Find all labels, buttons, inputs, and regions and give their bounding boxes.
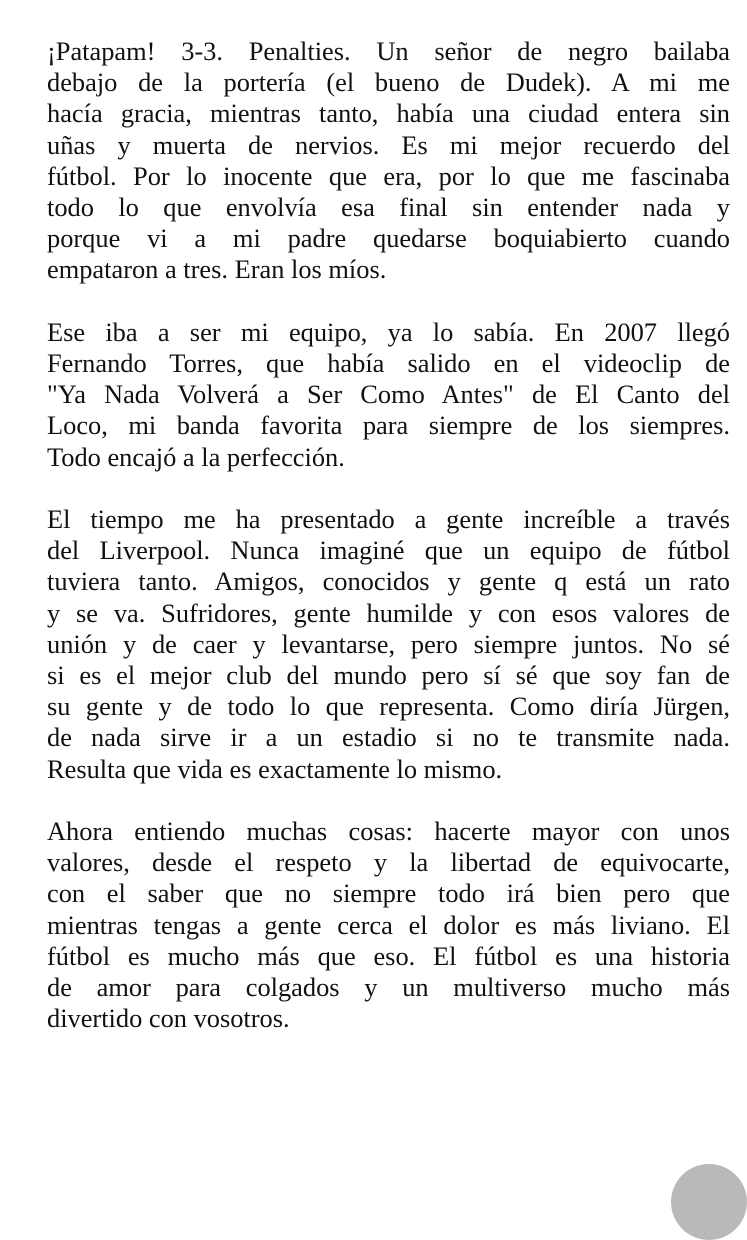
text-line: del Liverpool. Nunca imaginé que un equipo de fútbol (47, 535, 730, 566)
paragraph-4 (47, 816, 730, 1034)
paragraph-3 (47, 504, 730, 785)
text-line: valores, desde el respeto y la libertad de equivocarte, (47, 847, 730, 878)
text-line: El tiempo me ha presentado a gente increíble a través (47, 504, 730, 535)
text-line: mientras tengas a gente cerca el dolor es más liviano. El (47, 909, 730, 940)
text-line: con el saber que no siempre todo irá bien pero que (47, 878, 730, 909)
document-body (47, 36, 730, 1066)
paragraph-1 (47, 36, 730, 286)
text-line: si es el mejor club del mundo pero sí sé que soy fan de (47, 660, 730, 691)
text-line: ¡Patapam! 3-3. Penalties. Un señor de negro bailaba (47, 36, 730, 66)
text-line: tuviera tanto. Amigos, conocidos y gente q está un rato (47, 566, 730, 597)
text-line: empataron a tres. Eran los míos. (47, 254, 387, 285)
text-line: unión y de caer y levantarse, pero siempre juntos. No sé (47, 628, 730, 659)
text-line: uñas y muerta de nervios. Es mi mejor recuerdo del (47, 129, 730, 160)
text-line: fútbol. Por lo inocente que era, por lo que me fascinaba (47, 160, 730, 191)
text-line: Todo encajó a la perfección. (47, 441, 345, 472)
text-line: hacía gracia, mientras tanto, había una ciudad entera sin (47, 98, 730, 129)
paragraph-2 (47, 317, 730, 473)
text-line: de amor para colgados y un multiverso mucho más (47, 972, 730, 1003)
text-line: su gente y de todo lo que representa. Como diría Jürgen, (47, 691, 730, 722)
text-line: de nada sirve ir a un estadio si no te transmite nada. (47, 722, 730, 753)
text-line: Loco, mi banda favorita para siempre de los siempres. (47, 410, 730, 441)
text-line: Fernando Torres, que había salido en el videoclip de (47, 348, 730, 379)
text-line: debajo de la portería (el bueno de Dudek). A mi me (47, 67, 730, 98)
text-line: Ese iba a ser mi equipo, ya lo sabía. En 2007 llegó (47, 316, 730, 347)
scroll-indicator-icon[interactable] (671, 1164, 747, 1240)
text-line: Resulta que vida es exactamente lo mismo. (47, 753, 503, 784)
text-line: y se va. Sufridores, gente humilde y con esos valores de (47, 597, 730, 628)
text-line: porque vi a mi padre quedarse boquiabierto cuando (47, 223, 730, 254)
text-line: "Ya Nada Volverá a Ser Como Antes" de El Canto del (47, 379, 730, 410)
text-line: fútbol es mucho más que eso. El fútbol es una historia (47, 940, 730, 971)
text-line: todo lo que envolvía esa final sin entender nada y (47, 192, 730, 223)
text-line: divertido con vosotros. (47, 1003, 290, 1034)
text-line: Ahora entiendo muchas cosas: hacerte mayor con unos (47, 816, 730, 847)
